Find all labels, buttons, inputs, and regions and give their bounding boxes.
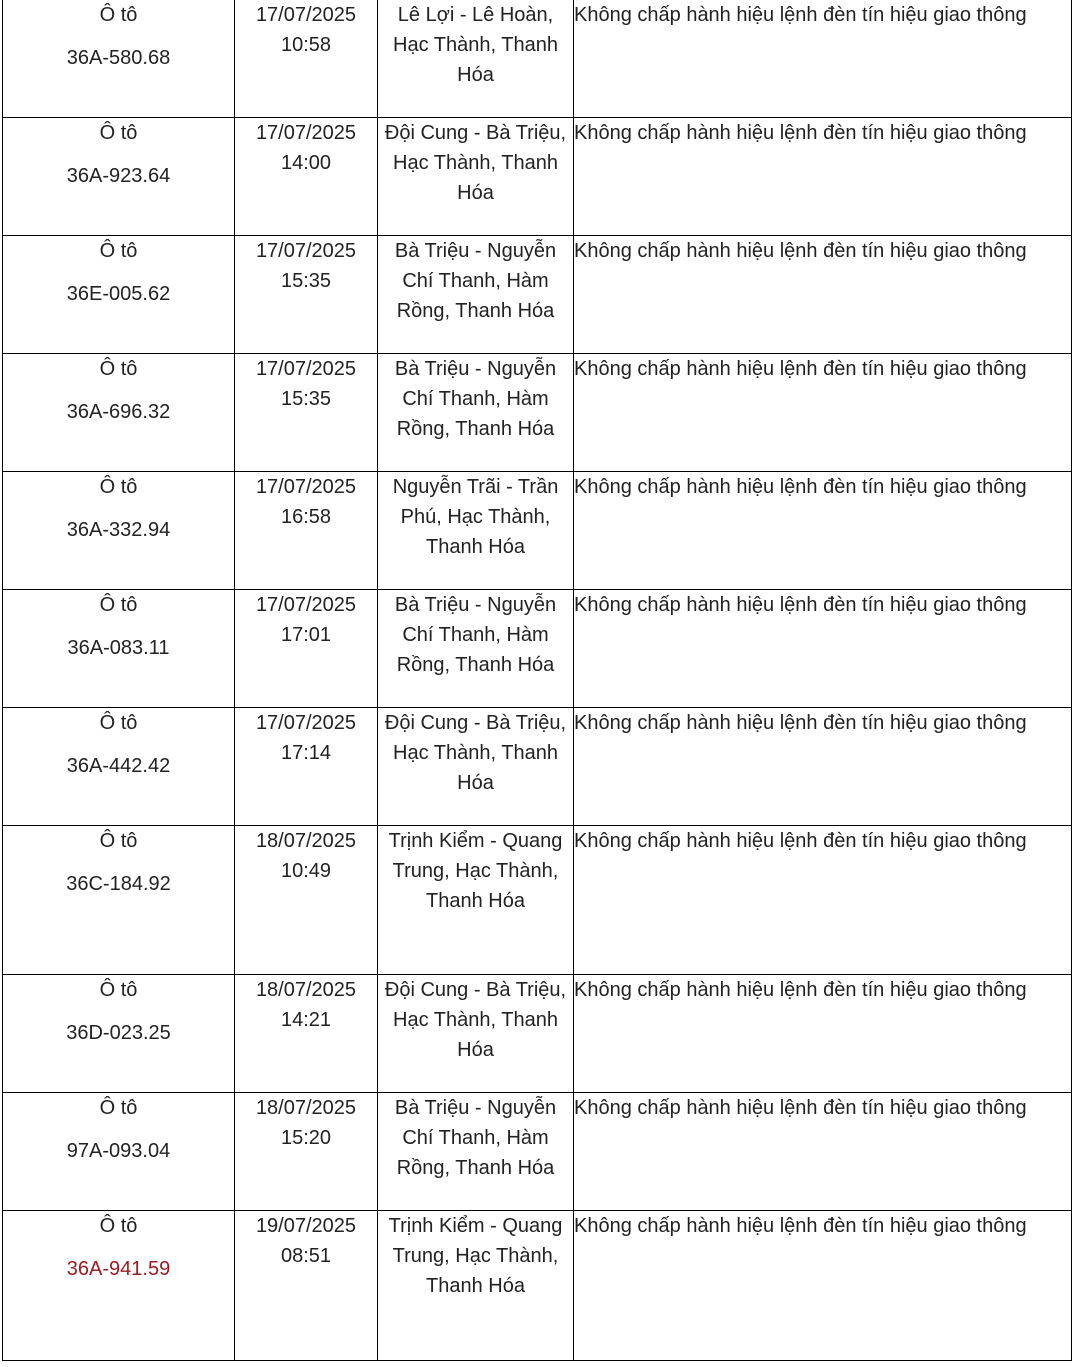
violation-time: 15:35 (280, 388, 332, 410)
vehicle-type: Ô tô (99, 830, 138, 852)
license-plate: 36D-023.25 (66, 1022, 171, 1044)
violation-time: 08:51 (280, 1245, 332, 1267)
violation-time: 16:58 (280, 506, 332, 528)
violation-time: 10:58 (280, 34, 332, 56)
violation-cell: Không chấp hành hiệu lệnh đèn tín hiệu giao thông (574, 236, 1072, 354)
table-row (3, 118, 1072, 236)
license-plate: 97A-093.04 (66, 1140, 171, 1162)
vehicle-cell (3, 590, 235, 708)
license-plate: 36A-923.64 (66, 165, 171, 187)
vehicle-type: Ô tô (99, 240, 138, 262)
license-plate: 36A-442.42 (66, 755, 171, 777)
violation-cell: Không chấp hành hiệu lệnh đèn tín hiệu giao thông (574, 1211, 1072, 1361)
datetime-cell (235, 1211, 378, 1361)
violation-cell: Không chấp hành hiệu lệnh đèn tín hiệu giao thông (574, 826, 1072, 975)
violation-date: 17/07/2025 (255, 476, 357, 498)
location-cell: Bà Triệu - Nguyễn Chí Thanh, Hàm Rồng, Thanh Hóa (378, 590, 574, 708)
location-cell: Đội Cung - Bà Triệu, Hạc Thành, Thanh Hóa (378, 118, 574, 236)
datetime-cell (235, 975, 378, 1093)
violation-time: 17:14 (280, 742, 332, 764)
violation-date: 18/07/2025 (255, 1097, 357, 1119)
table-row (3, 472, 1072, 590)
violation-date: 18/07/2025 (255, 979, 357, 1001)
violation-cell: Không chấp hành hiệu lệnh đèn tín hiệu giao thông (574, 118, 1072, 236)
violation-time: 10:49 (280, 860, 332, 882)
vehicle-cell (3, 472, 235, 590)
violation-date: 17/07/2025 (255, 240, 357, 262)
license-plate: 36A-332.94 (66, 519, 171, 541)
datetime-cell (235, 354, 378, 472)
vehicle-cell (3, 354, 235, 472)
license-plate: 36A-083.11 (67, 637, 170, 659)
vehicle-cell (3, 826, 235, 975)
datetime-cell (235, 236, 378, 354)
location-cell: Bà Triệu - Nguyễn Chí Thanh, Hàm Rồng, Thanh Hóa (378, 236, 574, 354)
license-plate: 36C-184.92 (66, 873, 171, 895)
violations-table (2, 0, 1072, 1361)
vehicle-cell (3, 118, 235, 236)
location-cell: Lê Lợi - Lê Hoàn, Hạc Thành, Thanh Hóa (378, 0, 574, 118)
vehicle-type: Ô tô (99, 979, 138, 1001)
license-plate: 36A-580.68 (66, 47, 171, 69)
violation-date: 17/07/2025 (255, 594, 357, 616)
location-cell: Trịnh Kiểm - Quang Trung, Hạc Thành, Thanh Hóa (378, 1211, 574, 1361)
table-row (3, 826, 1072, 975)
vehicle-cell (3, 708, 235, 826)
table-row (3, 975, 1072, 1093)
violation-cell: Không chấp hành hiệu lệnh đèn tín hiệu giao thông (574, 0, 1072, 118)
violation-date: 17/07/2025 (255, 122, 357, 144)
violation-date: 18/07/2025 (255, 830, 357, 852)
violation-time: 15:35 (280, 270, 332, 292)
datetime-cell (235, 118, 378, 236)
violation-cell: Không chấp hành hiệu lệnh đèn tín hiệu giao thông (574, 1093, 1072, 1211)
table-row (3, 1093, 1072, 1211)
vehicle-type: Ô tô (99, 476, 138, 498)
vehicle-type: Ô tô (99, 122, 138, 144)
location-cell: Đội Cung - Bà Triệu, Hạc Thành, Thanh Hóa (378, 708, 574, 826)
vehicle-cell (3, 1211, 235, 1361)
violation-time: 15:20 (280, 1127, 332, 1149)
violation-cell: Không chấp hành hiệu lệnh đèn tín hiệu giao thông (574, 590, 1072, 708)
violation-time: 14:21 (280, 1009, 332, 1031)
datetime-cell (235, 590, 378, 708)
datetime-cell (235, 708, 378, 826)
location-cell: Bà Triệu - Nguyễn Chí Thanh, Hàm Rồng, Thanh Hóa (378, 1093, 574, 1211)
table-row (3, 590, 1072, 708)
vehicle-type: Ô tô (99, 712, 138, 734)
violation-time: 17:01 (280, 624, 332, 646)
table-row (3, 1211, 1072, 1361)
table-row (3, 0, 1072, 118)
violation-cell: Không chấp hành hiệu lệnh đèn tín hiệu giao thông (574, 975, 1072, 1093)
table-row (3, 236, 1072, 354)
violation-cell: Không chấp hành hiệu lệnh đèn tín hiệu giao thông (574, 472, 1072, 590)
table-row (3, 354, 1072, 472)
vehicle-type: Ô tô (99, 358, 138, 380)
violation-time: 14:00 (280, 152, 332, 174)
vehicle-cell (3, 236, 235, 354)
vehicle-type: Ô tô (99, 1215, 138, 1237)
table-row (3, 708, 1072, 826)
datetime-cell (235, 1093, 378, 1211)
violation-date: 17/07/2025 (255, 358, 357, 380)
datetime-cell (235, 0, 378, 118)
violation-date: 17/07/2025 (255, 4, 357, 26)
violation-date: 19/07/2025 (255, 1215, 357, 1237)
vehicle-cell (3, 975, 235, 1093)
location-cell: Nguyễn Trãi - Trần Phú, Hạc Thành, Thanh Hóa (378, 472, 574, 590)
license-plate: 36E-005.62 (66, 283, 171, 305)
vehicle-cell (3, 0, 235, 118)
license-plate: 36A-696.32 (66, 401, 171, 423)
datetime-cell (235, 826, 378, 975)
location-cell: Bà Triệu - Nguyễn Chí Thanh, Hàm Rồng, Thanh Hóa (378, 354, 574, 472)
vehicle-cell (3, 1093, 235, 1211)
datetime-cell (235, 472, 378, 590)
vehicle-type: Ô tô (99, 1097, 138, 1119)
violation-cell: Không chấp hành hiệu lệnh đèn tín hiệu giao thông (574, 354, 1072, 472)
violation-cell: Không chấp hành hiệu lệnh đèn tín hiệu giao thông (574, 708, 1072, 826)
location-cell: Trịnh Kiểm - Quang Trung, Hạc Thành, Thanh Hóa (378, 826, 574, 975)
location-cell: Đội Cung - Bà Triệu, Hạc Thành, Thanh Hóa (378, 975, 574, 1093)
vehicle-type: Ô tô (99, 4, 138, 26)
license-plate-highlighted: 36A-941.59 (66, 1258, 171, 1280)
violation-date: 17/07/2025 (255, 712, 357, 734)
vehicle-type: Ô tô (99, 594, 138, 616)
